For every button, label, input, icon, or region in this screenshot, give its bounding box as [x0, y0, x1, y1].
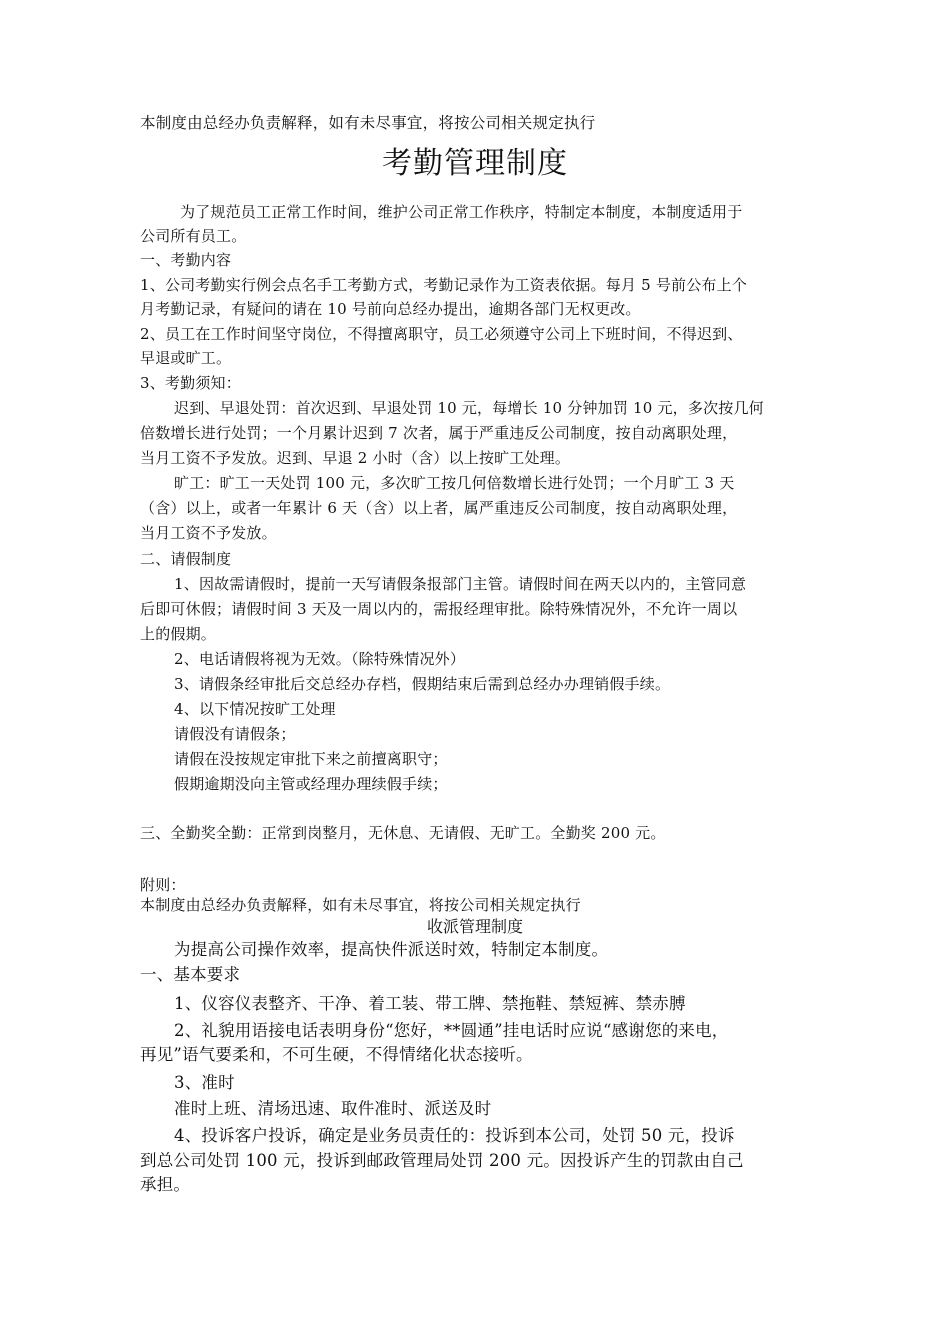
paragraph-line: 2、礼貌用语接电话表明身份“您好，**圆通”挂电话时应说“感谢您的来电，: [174, 1021, 729, 1040]
list-item: 请假在没按规定审批下来之前擅离职守；: [174, 750, 448, 768]
paragraph-line: 2、电话请假将视为无效。（除特殊情况外）: [174, 650, 466, 668]
intro-line: 公司所有员工。: [140, 227, 247, 245]
paragraph-line: 迟到、早退处罚：首次迟到、早退处罚 10 元，每增长 10 分钟加罚 10 元，多次按几何: [174, 399, 764, 417]
paragraph-line: 4、投诉客户投诉，确定是业务员责任的：投诉到本公司，处罚 50 元，投诉: [174, 1126, 735, 1145]
paragraph-line: 月考勤记录，有疑问的请在 10 号前向总经办提出，逾期各部门无权更改。: [140, 300, 641, 318]
intro-line: 为提高公司操作效率，提高快件派送时效，特制定本制度。: [174, 940, 609, 959]
paragraph-line: 4、以下情况按旷工处理: [174, 700, 336, 718]
paragraph-line: 3、考勤须知：: [140, 374, 241, 392]
section-heading: 一、考勤内容: [140, 251, 232, 269]
section-heading: 二、请假制度: [140, 550, 232, 568]
paragraph-line: 承担。: [140, 1175, 191, 1194]
paragraph-line: 倍数增长进行处罚；一个月累计迟到 7 次者，属于严重违反公司制度，按自动离职处理，: [140, 424, 738, 442]
second-title: 收派管理制度: [426, 917, 523, 936]
section-heading: 一、基本要求: [140, 965, 241, 984]
paragraph-line: 当月工资不予发放。: [140, 524, 277, 542]
paragraph-line: 早退或旷工。: [140, 349, 232, 367]
footer-note: 本制度由总经办负责解释，如有未尽事宜，将按公司相关规定执行: [140, 896, 581, 914]
paragraph-line: 旷工：旷工一天处罚 100 元，多次旷工按几何倍数增长进行处罚；一个月旷工 3 天: [174, 474, 735, 492]
paragraph-line: 再见”语气要柔和，不可生硬，不得情绪化状态接听。: [140, 1045, 533, 1064]
list-item: 请假没有请假条；: [174, 725, 296, 743]
appendix-label: 附则：: [140, 876, 186, 894]
header-note: 本制度由总经办负责解释，如有未尽事宜，将按公司相关规定执行: [140, 114, 596, 132]
paragraph-line: 到总公司处罚 100 元，投诉到邮政管理局处罚 200 元。因投诉产生的罚款由自己: [140, 1151, 744, 1170]
paragraph-line: 1、仪容仪表整齐、干净、着工装、带工牌、禁拖鞋、禁短裤、禁赤膊: [174, 994, 686, 1013]
section-heading: 三、全勤奖全勤：正常到岗整月，无休息、无请假、无旷工。全勤奖 200 元。: [140, 824, 666, 842]
paragraph-line: （含）以上，或者一年累计 6 天（含）以上者，属严重违反公司制度，按自动离职处理，: [140, 499, 738, 517]
paragraph-line: 当月工资不予发放。迟到、早退 2 小时（含）以上按旷工处理。: [140, 449, 571, 467]
page-title: 考勤管理制度: [382, 146, 568, 181]
paragraph-line: 3、准时: [174, 1073, 235, 1092]
paragraph-line: 3、请假条经审批后交总经办存档，假期结束后需到总经办办理销假手续。: [174, 675, 671, 693]
list-item: 假期逾期没向主管或经理办理续假手续；: [174, 775, 448, 793]
paragraph-line: 2、员工在工作时间坚守岗位，不得擅离职守，员工必须遵守公司上下班时间，不得迟到、: [140, 325, 743, 343]
paragraph-line: 后即可休假；请假时间 3 天及一周以内的，需报经理审批。除特殊情况外，不允许一周以: [140, 600, 738, 618]
paragraph-line: 1、公司考勤实行例会点名手工考勤方式，考勤记录作为工资表依据。每月 5 号前公布上个: [140, 276, 748, 294]
paragraph-line: 准时上班、清场迅速、取件准时、派送及时: [174, 1099, 492, 1118]
paragraph-line: 1、因故需请假时，提前一天写请假条报部门主管。请假时间在两天以内的，主管同意: [174, 575, 747, 593]
paragraph-line: 上的假期。: [140, 625, 217, 643]
intro-line: 为了规范员工正常工作时间，维护公司正常工作秩序，特制定本制度，本制度适用于: [180, 203, 743, 221]
